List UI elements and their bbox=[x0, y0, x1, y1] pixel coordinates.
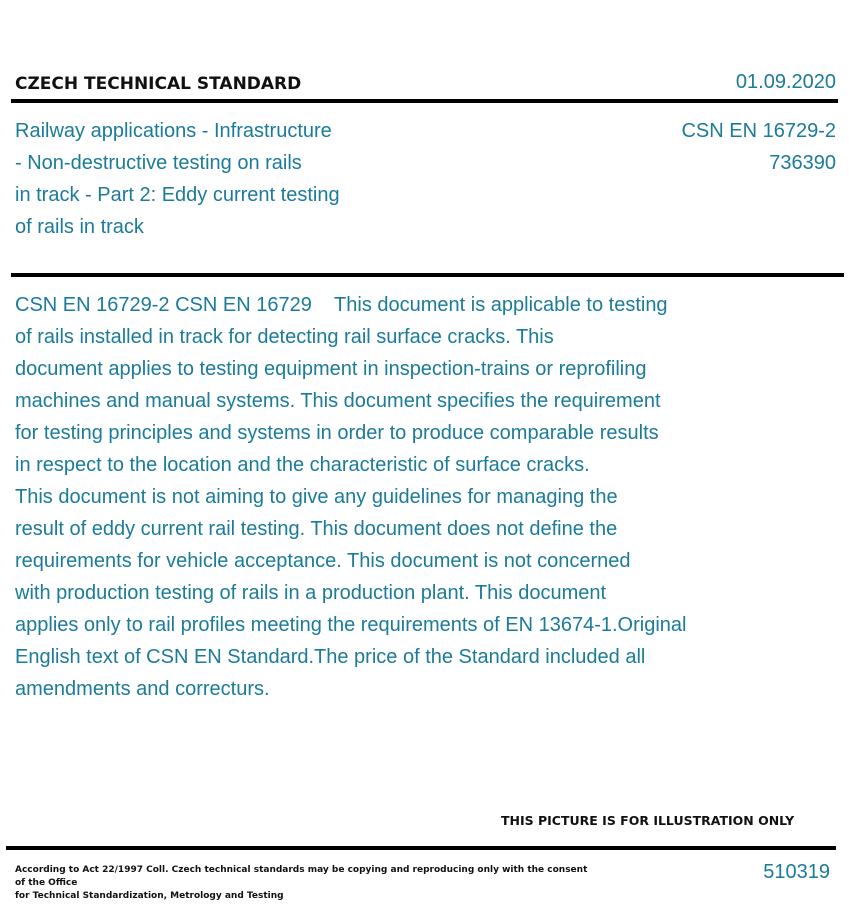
title-line: - Non-destructive testing on rails bbox=[15, 152, 302, 174]
standard-type-heading: CZECH TECHNICAL STANDARD bbox=[15, 74, 302, 94]
abstract-line: applies only to rail profiles meeting the requirements of EN 13674-1.Original bbox=[15, 614, 687, 636]
legal-line: According to Act 22/1997 Coll. Czech technical standards may be copying and reproducing only with the consent of the Office bbox=[15, 865, 588, 888]
legal-line: for Technical Standardization, Metrology and Testing bbox=[15, 891, 284, 901]
title-line: in track - Part 2: Eddy current testing bbox=[15, 184, 340, 206]
abstract-line: requirements for vehicle acceptance. This document is not concerned bbox=[15, 550, 631, 572]
illustration-disclaimer: THIS PICTURE IS FOR ILLUSTRATION ONLY bbox=[501, 813, 795, 828]
legal-notice bbox=[15, 864, 595, 903]
abstract-line: amendments and correcturs. bbox=[15, 678, 270, 700]
abstract-line: This document is not aiming to give any guidelines for managing the bbox=[15, 486, 618, 508]
standard-code: CSN EN 16729-2 bbox=[681, 120, 836, 142]
abstract-line: machines and manual systems. This document specifies the requirement bbox=[15, 390, 661, 412]
abstract-line: CSN EN 16729-2 CSN EN 16729 This document is applicable to testing bbox=[15, 294, 668, 316]
abstract-line: English text of CSN EN Standard.The price of the Standard included all bbox=[15, 646, 646, 668]
abstract-line: of rails installed in track for detecting rail surface cracks. This bbox=[15, 326, 554, 348]
title-line: Railway applications - Infrastructure bbox=[15, 120, 332, 142]
title-divider bbox=[11, 273, 844, 277]
publication-date: 01.09.2020 bbox=[735, 71, 836, 93]
standard-identifiers bbox=[681, 115, 836, 179]
catalog-number: 736390 bbox=[769, 152, 836, 174]
abstract-line: in respect to the location and the characteristic of surface cracks. bbox=[15, 454, 590, 476]
abstract-line: for testing principles and systems in order to produce comparable results bbox=[15, 422, 659, 444]
title-line: of rails in track bbox=[15, 216, 144, 238]
document-title bbox=[15, 115, 385, 243]
abstract-line: with production testing of rails in a production plant. This document bbox=[15, 582, 607, 604]
abstract-line: result of eddy current rail testing. This document does not define the bbox=[15, 518, 618, 540]
footer-divider bbox=[6, 846, 836, 850]
abstract-line: document applies to testing equipment in inspection-trains or reprofiling bbox=[15, 358, 647, 380]
document-abstract bbox=[15, 289, 743, 705]
footer-code: 510319 bbox=[763, 861, 830, 883]
header-divider bbox=[11, 99, 838, 103]
